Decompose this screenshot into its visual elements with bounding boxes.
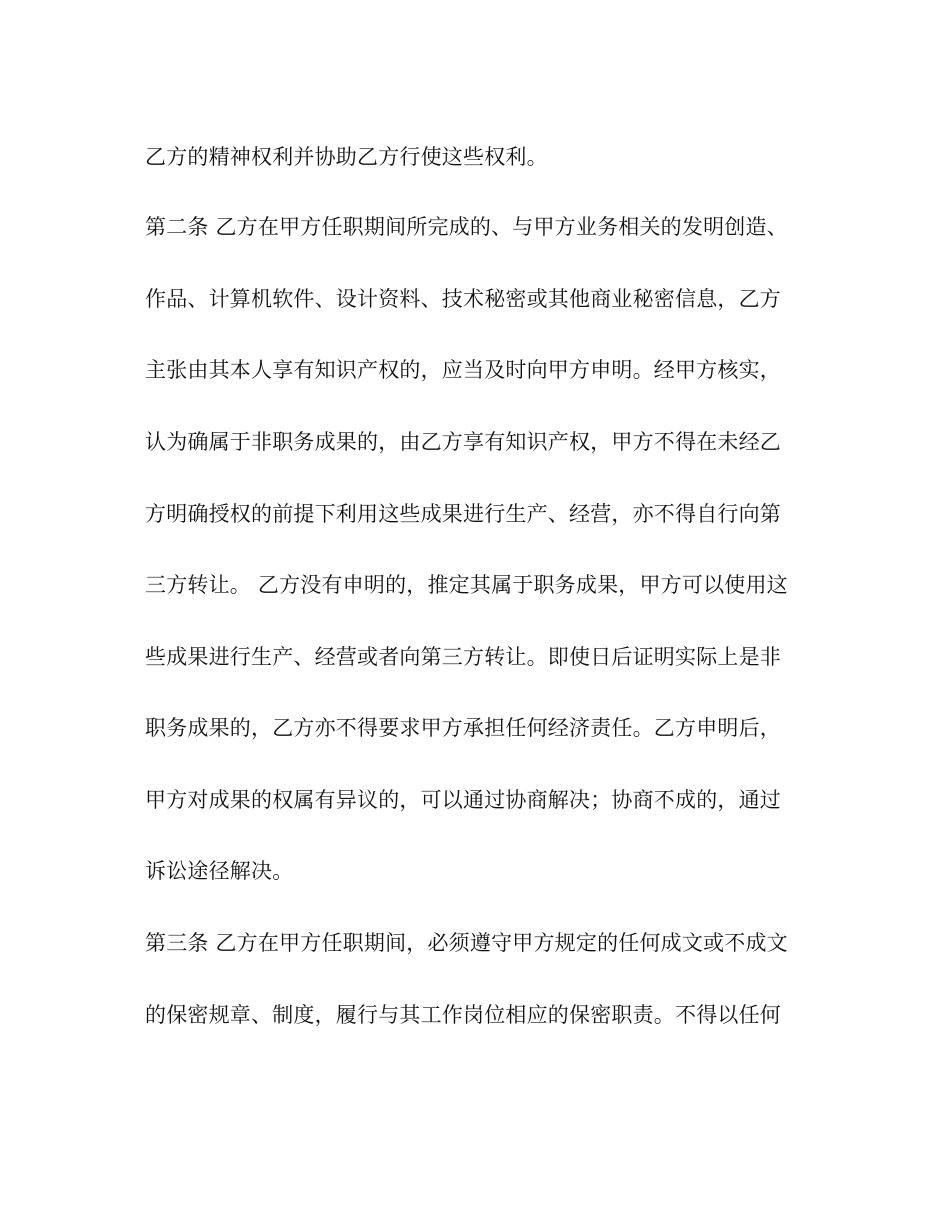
text-line: 诉讼途径解决。 xyxy=(145,859,294,883)
text-line: 的保密规章、制度，履行与其工作岗位相应的保密职责。不得以任何 xyxy=(145,1003,781,1027)
text-line: 些成果进行生产、经营或者向第三方转让。即使日后证明实际上是非 xyxy=(145,645,781,669)
text-line: 第二条 乙方在甲方任职期间所完成的、与甲方业务相关的发明创造、 xyxy=(145,215,788,239)
text-line: 作品、计算机软件、设计资料、技术秘密或其他商业秘密信息，乙方 xyxy=(145,287,781,311)
text-line: 主张由其本人享有知识产权的，应当及时向甲方申明。经甲方核实， xyxy=(145,358,781,382)
text-line: 职务成果的，乙方亦不得要求甲方承担任何经济责任。乙方申明后， xyxy=(145,716,781,740)
text-line: 第三条 乙方在甲方任职期间，必须遵守甲方规定的任何成文或不成文 xyxy=(145,931,788,955)
text-line: 方明确授权的前提下利用这些成果进行生产、经营，亦不得自行向第 xyxy=(145,502,781,526)
text-line: 三方转让。 乙方没有申明的，推定其属于职务成果，甲方可以使用这 xyxy=(145,573,788,597)
text-line: 认为确属于非职务成果的，由乙方享有知识产权，甲方不得在未经乙 xyxy=(145,430,781,454)
text-line: 乙方的精神权利并协助乙方行使这些权利。 xyxy=(145,145,548,169)
text-line: 甲方对成果的权属有异议的，可以通过协商解决；协商不成的，通过 xyxy=(145,788,781,812)
